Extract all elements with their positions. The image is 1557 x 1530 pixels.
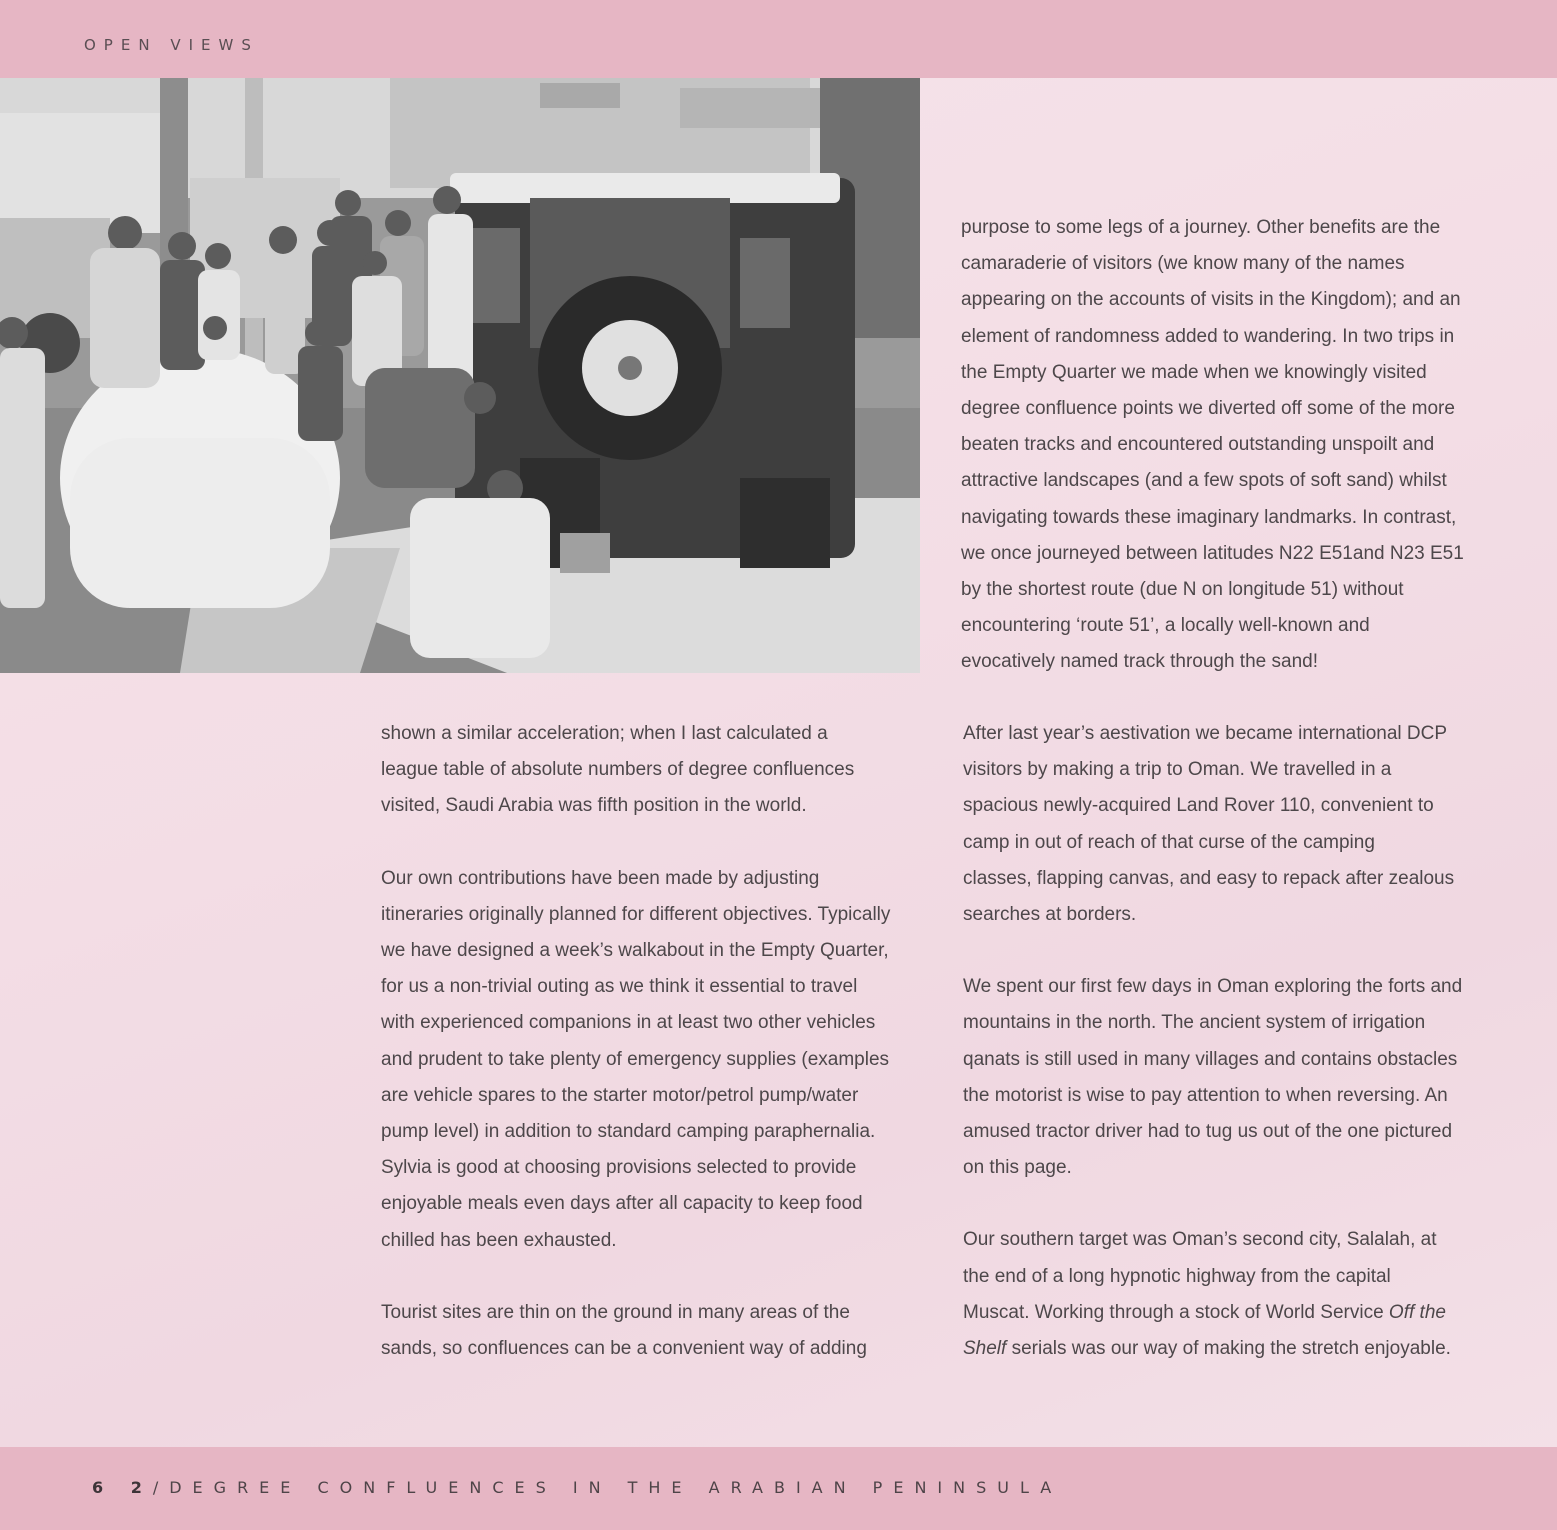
text-line: spacious newly-acquired Land Rover 110, convenient to (963, 795, 1434, 817)
text-line: we once journeyed between latitudes N22 E51and N23 E51 (961, 542, 1464, 564)
text-line: searches at borders. (963, 904, 1137, 926)
text-line (963, 1295, 1533, 1331)
text-line: itineraries originally planned for different objectives. Typically (381, 903, 891, 925)
text-line: classes, flapping canvas, and easy to repack after zealous (963, 867, 1455, 889)
page-number: 6 2 (92, 1478, 153, 1497)
text-line: and prudent to take plenty of emergency supplies (examples (381, 1048, 890, 1070)
article-photo (0, 78, 920, 673)
paragraph (381, 1295, 941, 1367)
text-line: camp in out of reach of that curse of the camping (963, 831, 1375, 853)
text-line: element of randomness added to wandering. In two trips in (961, 325, 1455, 347)
text-segment: serials was our way of making the stretch enjoyable. (1006, 1338, 1451, 1360)
text-line: for us a non-trivial outing as we think it essential to travel (381, 976, 858, 998)
text-line (963, 1331, 1533, 1367)
text-line: the end of a long hypnotic highway from the capital (963, 1265, 1391, 1287)
paragraph (963, 716, 1533, 933)
text-line: visitors by making a trip to Oman. We travelled in a (963, 759, 1392, 781)
text-line: qanats is still used in many villages and contains obstacles (963, 1048, 1458, 1070)
text-line: appearing on the accounts of visits in the Kingdom); and an (961, 289, 1461, 311)
text-line: evocatively named track through the sand! (961, 651, 1318, 673)
text-line: we have designed a week’s walkabout in the Empty Quarter, (381, 940, 889, 962)
text-line: Our own contributions have been made by adjusting (381, 867, 820, 889)
text-line: attractive landscapes (and a few spots of soft sand) whilst (961, 470, 1447, 492)
text-line: on this page. (963, 1157, 1072, 1179)
publication-title: /DEGREE CONFLUENCES IN THE ARABIAN PENINSULA (152, 1478, 1063, 1497)
text-line: navigating towards these imaginary landmarks. In contrast, (961, 506, 1457, 528)
text-line: Our southern target was Oman’s second city, Salalah, at (963, 1229, 1437, 1251)
paragraph (381, 716, 941, 825)
left-column (381, 716, 941, 1367)
text-line: purpose to some legs of a journey. Other benefits are the (961, 217, 1441, 238)
text-line: sands, so confluences can be a convenient way of adding (381, 1338, 867, 1360)
italic-title: Shelf (963, 1338, 1007, 1360)
text-line: beaten tracks and encountered outstanding unspoilt and (961, 434, 1435, 456)
text-segment: Muscat. Working through a stock of World Service (963, 1301, 1389, 1323)
paragraph (381, 861, 941, 1259)
text-line: After last year’s aestivation we became international DCP (963, 723, 1448, 744)
text-line: by the shortest route (due N on longitude 51) without (961, 579, 1404, 601)
right-column-bottom (963, 716, 1533, 1367)
text-line: enjoyable meals even days after all capacity to keep food (381, 1193, 863, 1215)
text-line: mountains in the north. The ancient system of irrigation (963, 1012, 1426, 1034)
text-line: We spent our first few days in Oman exploring the forts and (963, 976, 1463, 998)
text-line: Tourist sites are thin on the ground in many areas of the (381, 1301, 850, 1323)
text-line: degree confluence points we diverted off some of the more (961, 398, 1455, 420)
footer (92, 1478, 1062, 1497)
italic-title: Off the (1388, 1301, 1446, 1323)
paragraph (963, 969, 1533, 1186)
paragraph (961, 210, 1531, 681)
text-line: the motorist is wise to pay attention to when reversing. An (963, 1084, 1448, 1106)
text-line: chilled has been exhausted. (381, 1229, 617, 1251)
photo-land-rover-crowd-icon (0, 78, 920, 673)
text-line: Sylvia is good at choosing provisions selected to provide (381, 1157, 857, 1179)
text-line: visited, Saudi Arabia was fifth position in the world. (381, 795, 807, 817)
text-line: the Empty Quarter we made when we knowingly visited (961, 361, 1427, 383)
text-line: encountering ‘route 51’, a locally well-known and (961, 615, 1370, 637)
text-line: pump level) in addition to standard camping paraphernalia. (381, 1121, 876, 1143)
text-line: are vehicle spares to the starter motor/petrol pump/water (381, 1084, 859, 1106)
text-line: camaraderie of visitors (we know many of the names (961, 253, 1405, 275)
text-line: with experienced companions in at least two other vehicles (381, 1012, 876, 1034)
paragraph (963, 1222, 1533, 1367)
text-line: shown a similar acceleration; when I last calculated a (381, 723, 828, 744)
right-column-top (961, 210, 1531, 681)
section-label: OPEN VIEWS (84, 36, 259, 54)
text-line: amused tractor driver had to tug us out of the one pictured (963, 1121, 1453, 1143)
text-line: league table of absolute numbers of degree confluences (381, 759, 855, 781)
